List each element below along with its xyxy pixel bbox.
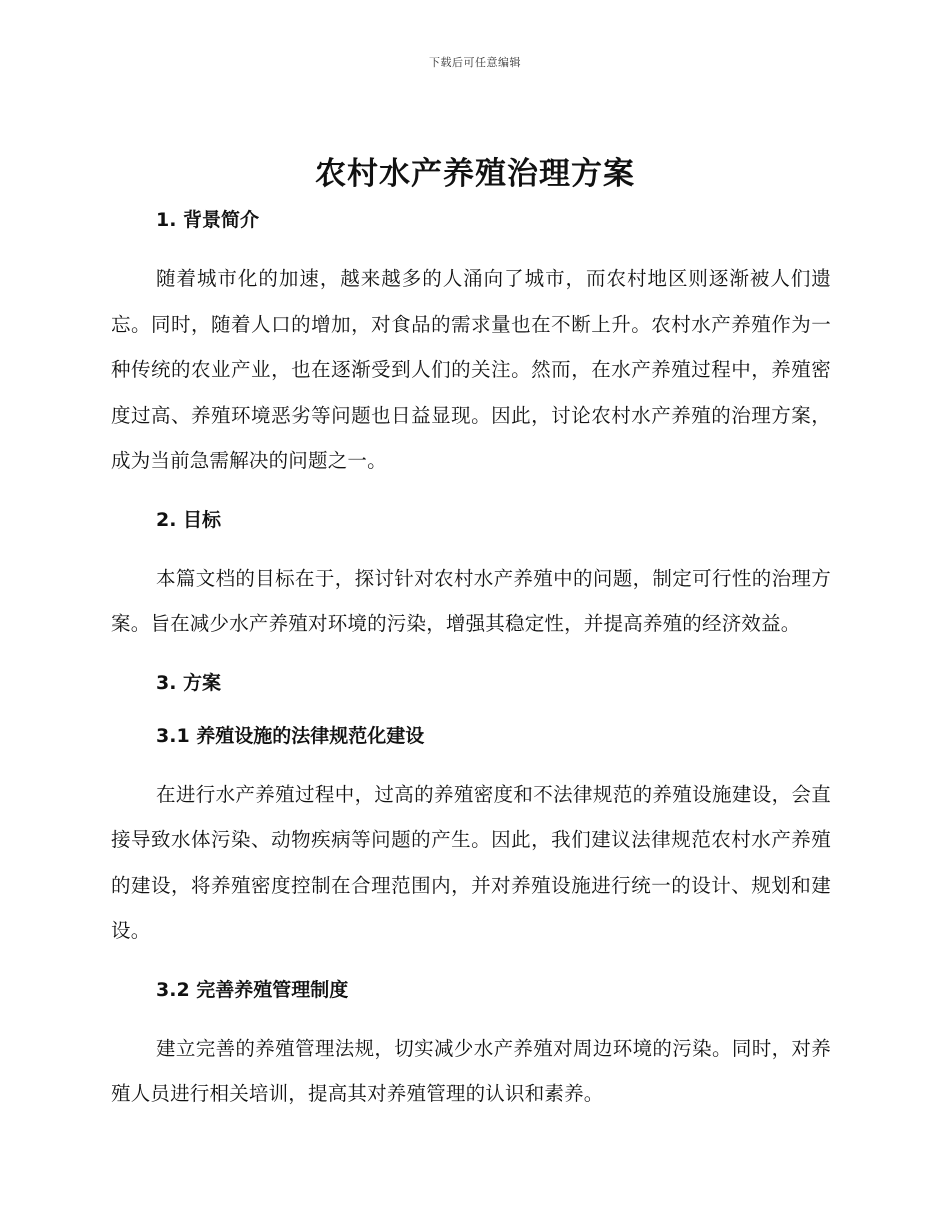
section-heading-facilities: 3.1 养殖设施的法律规范化建设 [156,724,425,747]
section-heading-background: 1. 背景简介 [156,209,260,231]
section-heading-goal: 2. 目标 [156,508,222,531]
section-paragraph-goal: 本篇文档的目标在于，探讨针对农村水产养殖中的问题，制定可行性的治理方案。旨在减少水产养殖对环境的污染，增强其稳定性，并提高养殖的经济效益。 [111,566,831,635]
section-heading-plan: 3. 方案 [156,671,222,694]
document-body [111,203,831,1117]
section-paragraph-management: 建立完善的养殖管理法规，切实减少水产养殖对周边环境的污染。同时，对养殖人员进行相关培训，提高其对养殖管理的认识和素养。 [111,1036,831,1105]
section-paragraph-facilities: 在进行水产养殖过程中，过高的养殖密度和不法律规范的养殖设施建设，会直接导致水体污染、动物疾病等问题的产生。因此，我们建议法律规范农村水产养殖的建设，将养殖密度控制在合理范围内，并对养殖设施进行统一的设计、规划和建设。 [111,782,831,942]
page-header-note: 下载后可任意编辑 [429,56,521,69]
document-title: 农村水产养殖治理方案 [315,156,635,192]
section-heading-management: 3.2 完善养殖管理制度 [156,978,349,1001]
section-paragraph-background: 随着城市化的加速，越来越多的人涌向了城市，而农村地区则逐渐被人们遗忘。同时，随着人口的增加，对食品的需求量也在不断上升。农村水产养殖作为一种传统的农业产业，也在逐渐受到人们的关注。然而，在水产养殖过程中，养殖密度过高、养殖环境恶劣等问题也日益显现。因此，讨论农村水产养殖的治理方案，成为当前急需解决的问题之一。 [111,267,831,472]
